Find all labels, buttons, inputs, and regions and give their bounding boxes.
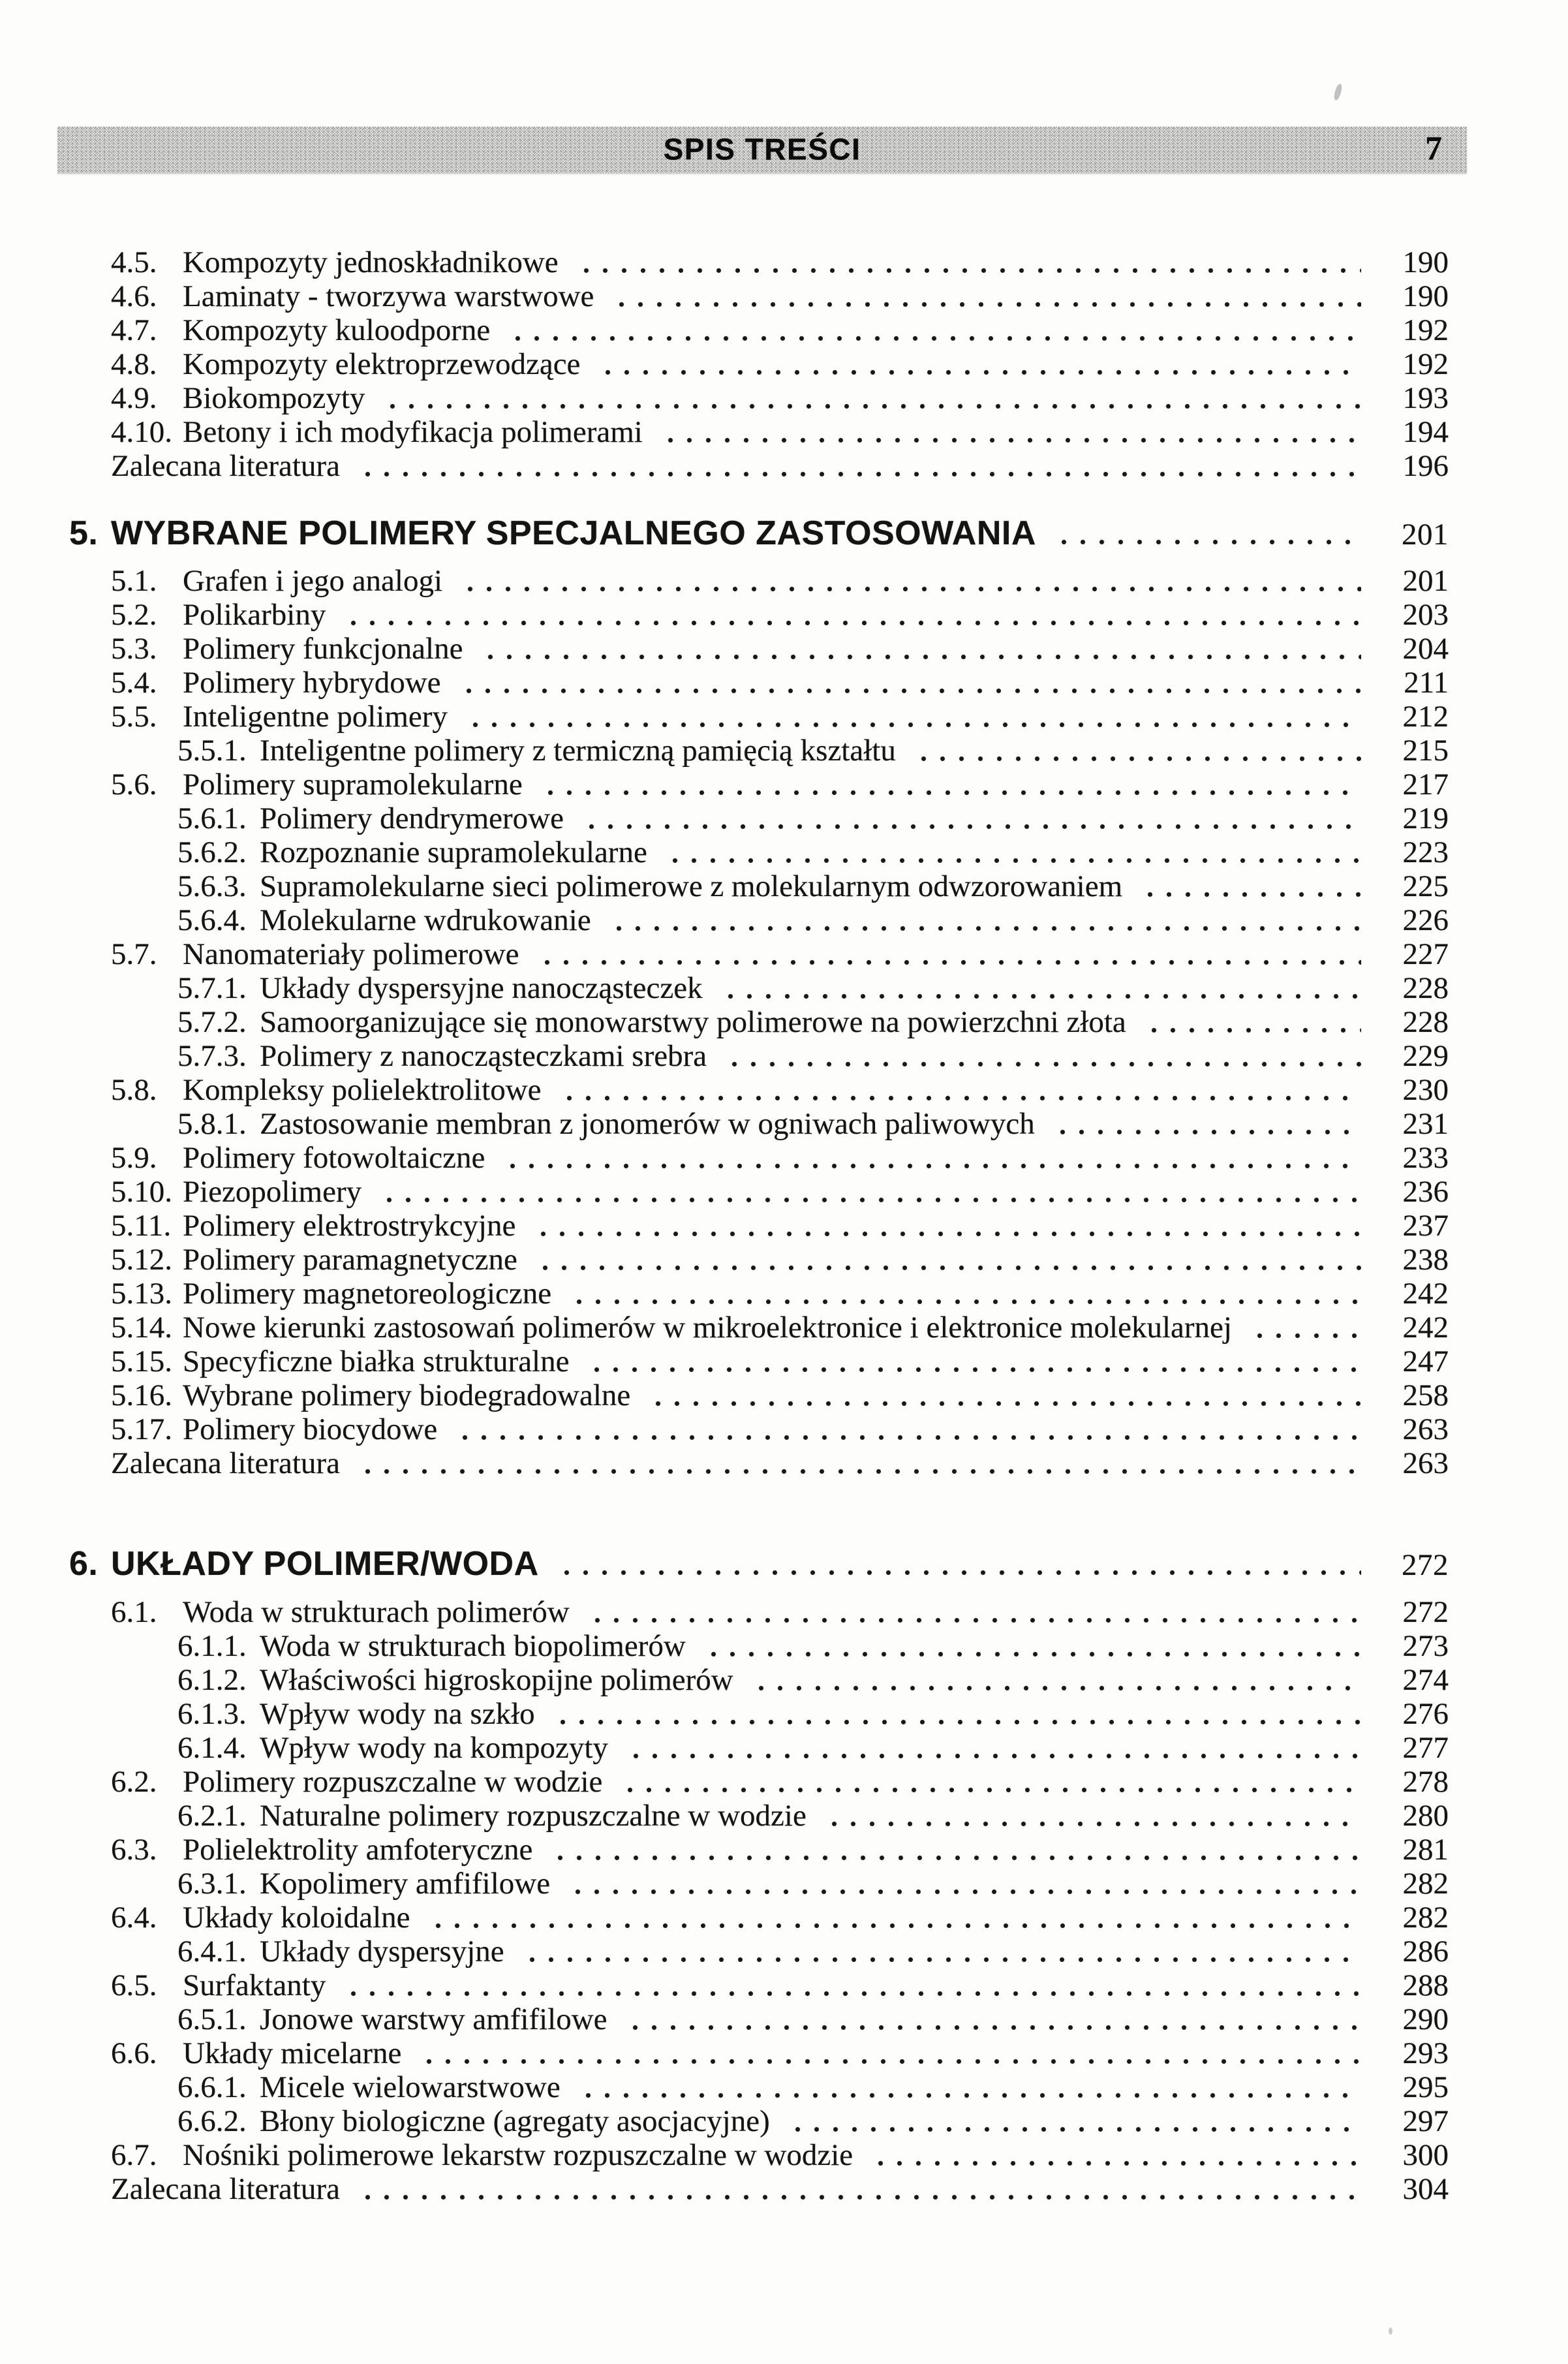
dot-leader <box>563 1277 1361 1311</box>
entry-page-number: 196 <box>1402 449 1449 483</box>
dot-leader <box>547 1697 1361 1731</box>
dot-leader <box>527 1209 1361 1243</box>
toc-entry <box>0 279 1568 313</box>
dot-leader <box>865 2138 1361 2172</box>
entry-number: 4.8. <box>111 347 157 381</box>
entry-title: Polielektrolity amfoteryczne <box>183 1833 533 1867</box>
toc-entry <box>0 313 1568 347</box>
toc-entry <box>0 1141 1568 1175</box>
entry-title: Polimery fotowoltaiczne <box>183 1141 485 1175</box>
entry-number: 4.7. <box>111 313 157 347</box>
entry-page-number: 203 <box>1402 598 1449 632</box>
entry-number: 5.6.3. <box>177 869 247 903</box>
toc-entry <box>0 1446 1568 1480</box>
section-6 <box>0 1546 1568 2206</box>
entry-title: WYBRANE POLIMERY SPECJALNEGO ZASTOSOWANIA <box>111 514 1036 552</box>
entry-title: Woda w strukturach biopolimerów <box>260 1629 686 1663</box>
entry-page-number: 194 <box>1402 415 1449 449</box>
dot-leader <box>454 564 1361 598</box>
entry-number: 5.7.1. <box>177 971 247 1005</box>
entry-title: Jonowe warstwy amfifilowe <box>260 2002 607 2036</box>
entry-title: Polimery paramagnetyczne <box>183 1243 517 1277</box>
dot-leader <box>352 1446 1361 1480</box>
toc-entry <box>0 768 1568 801</box>
entry-number: 6.3. <box>111 1833 157 1867</box>
entry-title: Inteligentne polimery z termiczną pamięcią kształtu <box>260 734 896 768</box>
toc-entry <box>0 1277 1568 1311</box>
entry-title: Polimery z nanocząsteczkami srebra <box>260 1039 707 1073</box>
entry-page-number: 228 <box>1402 1005 1449 1039</box>
entry-title: Molekularne wdrukowanie <box>260 903 591 937</box>
entry-page-number: 217 <box>1402 768 1449 801</box>
entry-number: 4.10. <box>111 415 172 449</box>
entry-page-number: 297 <box>1402 2104 1449 2138</box>
entry-number: 4.9. <box>111 381 157 415</box>
toc-entry <box>0 1935 1568 1968</box>
entry-title: UKŁADY POLIMER/WODA <box>111 1545 539 1583</box>
dot-leader <box>453 666 1361 700</box>
dot-leader <box>620 1731 1361 1765</box>
toc-entry <box>0 1175 1568 1209</box>
dot-leader <box>553 1073 1361 1107</box>
dot-leader <box>908 734 1361 768</box>
entry-page-number: 215 <box>1402 734 1449 768</box>
entry-title: Zalecana literatura <box>111 449 340 483</box>
dot-leader <box>606 279 1361 313</box>
dot-leader <box>377 381 1361 415</box>
dot-leader <box>581 1595 1361 1629</box>
entry-number: 5.17. <box>111 1412 172 1446</box>
entry-page-number: 192 <box>1402 313 1449 347</box>
entry-number: 5.15. <box>111 1345 172 1378</box>
dot-leader <box>642 1378 1361 1412</box>
entry-number: 6.5. <box>111 1968 157 2002</box>
dot-leader <box>570 245 1361 279</box>
entry-page-number: 281 <box>1402 1833 1449 1867</box>
dot-leader <box>654 415 1361 449</box>
entry-number: 6.7. <box>111 2138 157 2172</box>
entry-page-number: 223 <box>1402 835 1449 869</box>
entry-page-number: 263 <box>1402 1446 1449 1480</box>
toc-entry <box>0 449 1568 483</box>
dot-leader <box>413 2036 1361 2070</box>
entry-page-number: 192 <box>1402 347 1449 381</box>
toc-entry <box>0 700 1568 734</box>
toc-entry <box>0 1005 1568 1039</box>
entry-number: 4.6. <box>111 279 157 313</box>
toc-entry <box>0 1412 1568 1446</box>
toc-entry <box>0 1629 1568 1663</box>
scan-artifact <box>1333 83 1344 101</box>
entry-page-number: 280 <box>1402 1799 1449 1833</box>
entry-page-number: 276 <box>1402 1697 1449 1731</box>
entry-number: 6.1. <box>111 1595 157 1629</box>
entry-page-number: 300 <box>1402 2138 1449 2172</box>
entry-title: Układy dyspersyjne <box>260 1935 504 1968</box>
entry-page-number: 238 <box>1402 1243 1449 1277</box>
toc-entry <box>0 1697 1568 1731</box>
toc-entry <box>0 734 1568 768</box>
dot-leader <box>592 347 1361 381</box>
entry-page-number: 282 <box>1402 1867 1449 1901</box>
toc-entry <box>0 598 1568 632</box>
toc-entry <box>0 937 1568 971</box>
entry-page-number: 286 <box>1402 1935 1449 1968</box>
entry-title: Piezopolimery <box>183 1175 362 1209</box>
toc-entry <box>0 1345 1568 1378</box>
entry-number: 5.13. <box>111 1277 172 1311</box>
dot-leader <box>782 2104 1361 2138</box>
dot-leader <box>576 801 1361 835</box>
chapter-heading <box>0 515 1568 552</box>
toc-entry <box>0 869 1568 903</box>
entry-title: Polimery hybrydowe <box>183 666 441 700</box>
entry-page-number: 258 <box>1402 1378 1449 1412</box>
entry-page-number: 212 <box>1402 700 1449 734</box>
toc-entry <box>0 1209 1568 1243</box>
dot-leader <box>373 1175 1361 1209</box>
entry-title: Polimery magnetoreologiczne <box>183 1277 552 1311</box>
entry-number: 5.6. <box>111 768 157 801</box>
entry-page-number: 242 <box>1402 1277 1449 1311</box>
toc-entry <box>0 1867 1568 1901</box>
dot-leader <box>502 313 1361 347</box>
entry-title: Zalecana literatura <box>111 1446 340 1480</box>
entry-number: 5.4. <box>111 666 157 700</box>
entry-page-number: 231 <box>1402 1107 1449 1141</box>
entry-page-number: 263 <box>1402 1412 1449 1446</box>
entry-page-number: 193 <box>1402 381 1449 415</box>
toc-entry <box>0 1799 1568 1833</box>
entry-page-number: 201 <box>1402 518 1449 552</box>
toc-entry <box>0 1833 1568 1867</box>
dot-leader <box>516 1935 1361 1968</box>
entry-page-number: 219 <box>1402 801 1449 835</box>
entry-number: 6.2. <box>111 1765 157 1799</box>
page-header-bar <box>57 127 1467 174</box>
entry-page-number: 277 <box>1402 1731 1449 1765</box>
entry-page-number: 288 <box>1402 1968 1449 2002</box>
toc-entry <box>0 2036 1568 2070</box>
entry-title: Kompozyty jednoskładnikowe <box>183 245 559 279</box>
dot-leader <box>352 449 1361 483</box>
entry-page-number: 272 <box>1402 1595 1449 1629</box>
entry-page-number: 295 <box>1402 2070 1449 2104</box>
entry-number: 5.11. <box>111 1209 172 1243</box>
entry-page-number: 247 <box>1402 1345 1449 1378</box>
entry-number: 6.1.3. <box>177 1697 247 1731</box>
entry-page-number: 204 <box>1402 632 1449 666</box>
entry-number: 6.4. <box>111 1901 157 1935</box>
toc-entry <box>0 1595 1568 1629</box>
entry-title: Micele wielowarstwowe <box>260 2070 561 2104</box>
entry-title: Polimery funkcjonalne <box>183 632 463 666</box>
entry-title: Inteligentne polimery <box>183 700 448 734</box>
entry-number: 6.4.1. <box>177 1935 247 1968</box>
toc-entry <box>0 564 1568 598</box>
entry-page-number: 290 <box>1402 2002 1449 2036</box>
entry-number: 5.6.1. <box>177 801 247 835</box>
entry-number: 5.3. <box>111 632 157 666</box>
dot-leader <box>337 598 1361 632</box>
entry-page-number: 273 <box>1402 1629 1449 1663</box>
entry-page-number: 304 <box>1402 2172 1449 2206</box>
entry-title: Naturalne polimery rozpuszczalne w wodzie <box>260 1799 807 1833</box>
entry-title: Betony i ich modyfikacja polimerami <box>183 415 643 449</box>
entry-title: Polimery dendrymerowe <box>260 801 564 835</box>
toc-entry <box>0 2002 1568 2036</box>
toc-entry <box>0 1765 1568 1799</box>
dot-leader <box>337 1968 1361 2002</box>
entry-number: 6.1.1. <box>177 1629 247 1663</box>
entry-page-number: 211 <box>1404 666 1449 700</box>
entry-number: 6.6.1. <box>177 2070 247 2104</box>
entry-title: Wybrane polimery biodegradowalne <box>183 1378 631 1412</box>
dot-leader <box>422 1901 1361 1935</box>
entry-title: Polimery biocydowe <box>183 1412 438 1446</box>
dot-leader <box>474 632 1361 666</box>
entry-page-number: 293 <box>1402 2036 1449 2070</box>
entry-page-number: 236 <box>1402 1175 1449 1209</box>
entry-page-number: 228 <box>1402 971 1449 1005</box>
entry-title: Woda w strukturach polimerów <box>183 1595 570 1629</box>
dot-leader <box>449 1412 1361 1446</box>
entry-title: Nowe kierunki zastosowań polimerów w mikroelektronice i elektronice molekularnej <box>183 1311 1232 1345</box>
entry-title: Specyficzne białka strukturalne <box>183 1345 570 1378</box>
entry-title: Grafen i jego analogi <box>183 564 443 598</box>
toc-entry <box>0 801 1568 835</box>
toc-entry <box>0 1311 1568 1345</box>
entry-page-number: 274 <box>1402 1663 1449 1697</box>
dot-leader <box>614 1765 1361 1799</box>
entry-title: Polimery elektrostrykcyjne <box>183 1209 516 1243</box>
entry-page-number: 272 <box>1402 1548 1449 1582</box>
toc-entry <box>0 1901 1568 1935</box>
entry-number: 5.7.2. <box>177 1005 247 1039</box>
entry-page-number: 230 <box>1402 1073 1449 1107</box>
entry-page-number: 190 <box>1402 279 1449 313</box>
entry-title: Samoorganizujące się monowarstwy polimerowe na powierzchni złota <box>260 1005 1126 1039</box>
scan-artifact <box>1389 2327 1392 2335</box>
toc-entry <box>0 2104 1568 2138</box>
toc-entry <box>0 2172 1568 2206</box>
toc-entry <box>0 2138 1568 2172</box>
entry-title: Rozpoznanie supramolekularne <box>260 835 647 869</box>
entry-title: Zalecana literatura <box>111 2172 340 2206</box>
page-number: 7 <box>1425 130 1442 168</box>
dot-leader <box>603 903 1361 937</box>
dot-leader <box>497 1141 1361 1175</box>
chapter-heading <box>0 1546 1568 1582</box>
entry-title: Błony biologiczne (agregaty asocjacyjne) <box>260 2104 770 2138</box>
dot-leader <box>659 835 1361 869</box>
dot-leader <box>715 971 1361 1005</box>
entry-page-number: 226 <box>1402 903 1449 937</box>
entry-title: Zastosowanie membran z jonomerów w ogniwach paliwowych <box>260 1107 1035 1141</box>
entry-title: Wpływ wody na szkło <box>260 1697 535 1731</box>
toc-entry <box>0 1039 1568 1073</box>
entry-number: 6.6.2. <box>177 2104 247 2138</box>
entry-number: 5.12. <box>111 1243 172 1277</box>
entry-title: Układy dyspersyjne nanocząsteczek <box>260 971 703 1005</box>
entry-number: 6.2.1. <box>177 1799 247 1833</box>
entry-title: Polimery rozpuszczalne w wodzie <box>183 1765 603 1799</box>
toc-entry <box>0 1378 1568 1412</box>
dot-leader <box>818 1799 1361 1833</box>
entry-number: 5.5.1. <box>177 734 247 768</box>
entry-title: Kompozyty kuloodporne <box>183 313 491 347</box>
entry-number: 5.9. <box>111 1141 157 1175</box>
entry-number: 5.16. <box>111 1378 172 1412</box>
dot-leader <box>1134 869 1361 903</box>
toc-entry <box>0 381 1568 415</box>
dot-leader <box>1048 515 1361 552</box>
entry-title: Polimery supramolekularne <box>183 768 523 801</box>
entry-title: Surfaktanty <box>183 1968 326 2002</box>
entry-title: Polikarbiny <box>183 598 326 632</box>
entry-title: Nanomateriały polimerowe <box>183 937 519 971</box>
entry-title: Właściwości higroskopijne polimerów <box>260 1663 733 1697</box>
entry-number: 6. <box>69 1545 99 1583</box>
dot-leader <box>529 1243 1361 1277</box>
toc-entry <box>0 1073 1568 1107</box>
entry-number: 5.1. <box>111 564 157 598</box>
entry-number: 5.10. <box>111 1175 172 1209</box>
dot-leader <box>544 1833 1361 1867</box>
toc-entry <box>0 903 1568 937</box>
entry-number: 5.7. <box>111 937 157 971</box>
section-5 <box>0 515 1568 1480</box>
entry-page-number: 225 <box>1402 869 1449 903</box>
entry-page-number: 237 <box>1402 1209 1449 1243</box>
dot-leader <box>572 2070 1361 2104</box>
toc-entry <box>0 632 1568 666</box>
dot-leader <box>352 2172 1361 2206</box>
toc-entry <box>0 2070 1568 2104</box>
entry-number: 6.1.2. <box>177 1663 247 1697</box>
toc-entry <box>0 666 1568 700</box>
entry-title: Wpływ wody na kompozyty <box>260 1731 608 1765</box>
dot-leader <box>1244 1311 1361 1345</box>
entry-title: Nośniki polimerowe lekarstw rozpuszczalne w wodzie <box>183 2138 853 2172</box>
entry-number: 5. <box>69 514 99 552</box>
entry-page-number: 190 <box>1402 245 1449 279</box>
toc-entry <box>0 835 1568 869</box>
entry-page-number: 227 <box>1402 937 1449 971</box>
dot-leader <box>718 1039 1361 1073</box>
entry-number: 5.5. <box>111 700 157 734</box>
entry-title: Laminaty - tworzywa warstwowe <box>183 279 594 313</box>
entry-number: 4.5. <box>111 245 157 279</box>
dot-leader <box>562 1867 1361 1901</box>
entry-number: 6.5.1. <box>177 2002 247 2036</box>
entry-title: Kompozyty elektroprzewodzące <box>183 347 581 381</box>
entry-number: 6.3.1. <box>177 1867 247 1901</box>
dot-leader <box>619 2002 1361 2036</box>
entry-title: Supramolekularne sieci polimerowe z molekularnym odwzorowaniem <box>260 869 1123 903</box>
entry-page-number: 282 <box>1402 1901 1449 1935</box>
toc-entry <box>0 1663 1568 1697</box>
toc-entry <box>0 1107 1568 1141</box>
entry-number: 5.8.1. <box>177 1107 247 1141</box>
dot-leader <box>459 700 1361 734</box>
dot-leader <box>1047 1107 1361 1141</box>
toc-entry <box>0 1243 1568 1277</box>
entry-page-number: 278 <box>1402 1765 1449 1799</box>
entry-number: 5.8. <box>111 1073 157 1107</box>
entry-title: Układy micelarne <box>183 2036 402 2070</box>
section-4 <box>0 245 1568 483</box>
entry-number: 5.2. <box>111 598 157 632</box>
dot-leader <box>698 1629 1361 1663</box>
entry-number: 6.6. <box>111 2036 157 2070</box>
dot-leader <box>531 937 1361 971</box>
dot-leader <box>581 1345 1361 1378</box>
toc-entry <box>0 1731 1568 1765</box>
entry-title: Kompleksy polielektrolitowe <box>183 1073 542 1107</box>
entry-number: 6.1.4. <box>177 1731 247 1765</box>
dot-leader <box>534 768 1361 801</box>
entry-page-number: 201 <box>1402 564 1449 598</box>
entry-number: 5.6.4. <box>177 903 247 937</box>
entry-page-number: 242 <box>1402 1311 1449 1345</box>
dot-leader <box>745 1663 1361 1697</box>
dot-leader <box>551 1546 1361 1582</box>
toc-entry <box>0 971 1568 1005</box>
table-of-contents <box>0 245 1568 2206</box>
entry-number: 5.14. <box>111 1311 172 1345</box>
entry-number: 5.7.3. <box>177 1039 247 1073</box>
entry-title: Układy koloidalne <box>183 1901 410 1935</box>
entry-page-number: 229 <box>1402 1039 1449 1073</box>
toc-entry <box>0 415 1568 449</box>
entry-page-number: 233 <box>1402 1141 1449 1175</box>
page-title: SPIS TREŚCI <box>663 132 861 166</box>
entry-number: 5.6.2. <box>177 835 247 869</box>
entry-title: Biokompozyty <box>183 381 365 415</box>
entry-title: Kopolimery amfifilowe <box>260 1867 551 1901</box>
toc-entry <box>0 245 1568 279</box>
dot-leader <box>1138 1005 1361 1039</box>
toc-entry <box>0 347 1568 381</box>
toc-entry <box>0 1968 1568 2002</box>
